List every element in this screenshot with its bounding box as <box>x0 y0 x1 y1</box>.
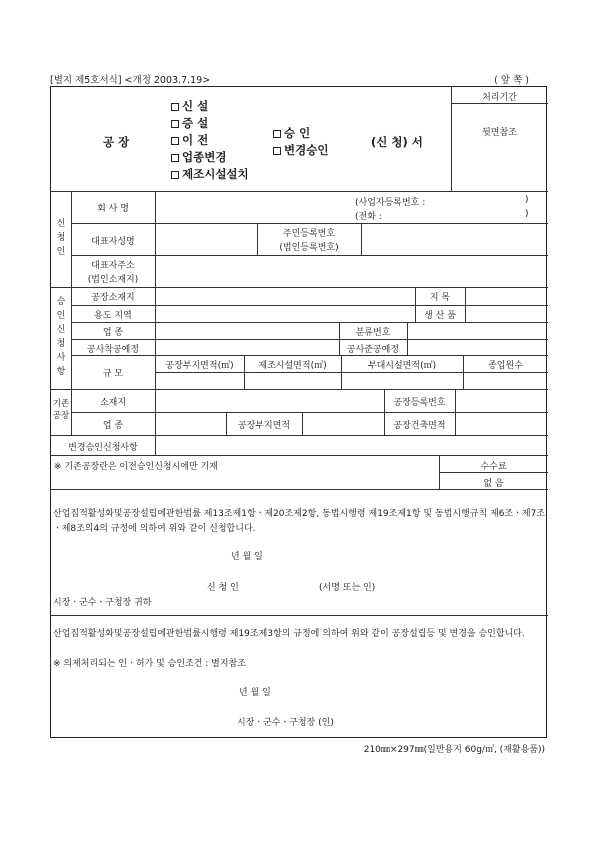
resident-no-label: 주민등록번호 <box>282 229 336 239</box>
zoning-label: 용도 지역 <box>94 311 132 321</box>
industry-label: 업 종 <box>102 328 124 338</box>
option-facility-install[interactable]: 제조시설설치 <box>171 166 249 182</box>
checkbox-icon <box>171 171 179 179</box>
approval-note: ※ 의제처리되는 인ㆍ허가 및 승인조건 : 별지참조 <box>53 659 246 669</box>
construction-start-label: 공사착공예정 <box>86 345 140 355</box>
site-area-label: 공장부지면적(㎡) <box>165 361 234 371</box>
title-factory: 공 장 <box>103 135 130 149</box>
product-label: 생 산 품 <box>424 311 456 321</box>
applicant-section-label: 신청인 <box>56 219 66 257</box>
company-name-label: 회 사 명 <box>97 204 129 214</box>
application-statement: 산업집적활성화및공장설립에관한법률 제13조제1항ㆍ제20조제2항, 동법시행령 제19조제1항 및 동법시행규칙 제6조ㆍ제7조ㆍ제8조의4의 규정에 의하여 위와 같이 신청합니다. <box>53 509 545 534</box>
rep-address-label: 대표자주소 <box>91 261 135 271</box>
recipient: 시장ㆍ군수ㆍ구청장 귀하 <box>53 598 152 608</box>
option-change-approval[interactable]: 변경승인 <box>273 142 328 158</box>
option-relocate[interactable]: 이 전 <box>171 132 208 148</box>
checkbox-icon <box>171 103 179 111</box>
option-new[interactable]: 신 설 <box>171 98 208 114</box>
applicant-sign-label: 신 청 인 <box>207 583 239 593</box>
fee-label: 수수료 <box>480 462 507 472</box>
phone-label: (전화 : <box>355 212 382 222</box>
checkbox-icon <box>273 147 281 155</box>
processing-period-value: 뒷면참조 <box>482 128 517 138</box>
existing-reg-no-label: 공장등록번호 <box>393 398 446 408</box>
approver-sign: 시장ㆍ군수ㆍ구청장 (인) <box>237 718 334 728</box>
rep-name-label: 대표자성명 <box>91 237 135 247</box>
existing-industry-label: 업 종 <box>102 421 124 431</box>
mfg-area-label: 제조시설면적(㎡) <box>258 361 327 371</box>
approval-section-label: 승인신청사항 <box>56 297 66 377</box>
class-no-label: 분류번호 <box>355 328 391 338</box>
fee-value: 없 음 <box>483 479 504 489</box>
approval-statement: 산업집적활성화및공장설립에관한법률시행령 제19조제3항의 규정에 의하여 위와 같이 공장설립등 및 변경을 승인합니다. <box>53 629 525 639</box>
option-approval[interactable]: 승 인 <box>273 125 310 141</box>
employees-label: 종업원수 <box>488 361 523 371</box>
business-reg-no-label: (사업자등록번호 : <box>355 198 426 208</box>
checkbox-icon <box>171 120 179 128</box>
checkbox-icon <box>171 154 179 162</box>
option-expand[interactable]: 증 설 <box>171 115 208 131</box>
scale-label: 규 모 <box>102 369 124 379</box>
page-side-label: ( 앞 쪽 ) <box>494 75 529 86</box>
completion-label: 공사준공예정 <box>346 345 400 355</box>
aux-area-label: 부대시설면적(㎡) <box>367 361 437 371</box>
existing-note: ※ 기존공장란은 이전승인신청시에만 기재 <box>54 462 218 472</box>
form-number: [별지 제5호서식] <개정 2003.7.19> <box>50 75 211 86</box>
checkbox-icon <box>273 130 281 138</box>
approval-date: 년 월 일 <box>239 688 271 698</box>
change-items-label: 변경승인신청사항 <box>68 443 138 453</box>
land-category-label: 지 목 <box>429 293 451 303</box>
checkbox-icon <box>171 137 179 145</box>
existing-building-area-label: 공장건축면적 <box>393 421 446 431</box>
application-date: 년 월 일 <box>231 552 263 562</box>
applicant-sign-note: (서명 또는 인) <box>319 583 376 593</box>
form-header <box>50 72 547 86</box>
factory-location-label: 공장소재지 <box>91 293 135 303</box>
processing-period-label: 처리기간 <box>482 93 517 103</box>
existing-section-label: 기존공장 <box>52 399 70 421</box>
existing-site-area-label: 공장부지면적 <box>237 421 291 431</box>
application-form: 공 장 신 설 증 설 이 전 업종변경 제조시설설치 승 인 변경승인 (신 청) 서 처리기간 뒷면참조 신청인 회 사 명 (사업자등록번호 : ) (전화 : ) 대표자성명 주민등록번호 (법인등록번호) 대표자주소 (법인소재지) 승인신청사항 공장소재지 지 목 용도 지역 생 산 품 업 종 분류번호 공사착공예정 공사준공예정 규 모 공장부지면적(㎡) 제조시설면적(㎡) 부대시설면적(㎡) 종업원수 기존공장 소재지 공장등록번호 업 종 공장부지면적 공장건축면적 변경승인신청사항 ※ 기존공장란은 이전승인신청시에만 기재 수수료 없 음 산업집적활성화및공장설립에관한법률 제13조제1항ㆍ제20조제2항, 동법시행령 제19조제1항 및 동법시행규칙 제6조ㆍ제7조ㆍ제8조의4의 규정에 의하여 위와 같이 신청합니다. 년 월 일 신 청 인 (서명 또는 인) 시장ㆍ군수ㆍ구청장 귀하 산업집적활성화및공장설립에관한법률시행령 제19조제3항의 규정에 의하여 위와 같이 공장설립등 및 변경을 승인합니다. ※ 의제처리되는 인ㆍ허가 및 승인조건 : 별지참조 년 월 일 시장ㆍ군수ㆍ구청장 (인) <box>50 86 547 738</box>
paper-spec: 210㎜×297㎜(일반용지 60g/㎡, (재활용품)) <box>363 745 545 755</box>
option-industry-change[interactable]: 업종변경 <box>171 149 226 165</box>
existing-location-label: 소재지 <box>99 398 127 408</box>
title-suffix: (신 청) 서 <box>371 135 423 149</box>
